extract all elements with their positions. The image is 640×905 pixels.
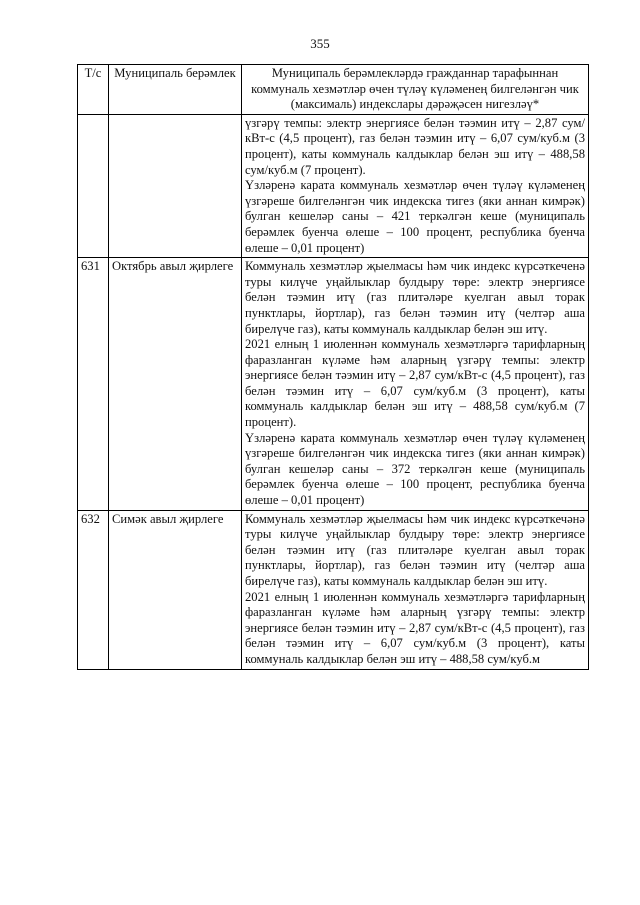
header-description: Муниципаль берәмлекләрдә гражданнар тарафыннан коммуналь хезмәтләр өчен түләү күләменең билгеләнгән чик (максималь) индекслары дәрәҗәсен нигезләү* bbox=[242, 65, 589, 115]
row-description bbox=[242, 510, 589, 669]
municipal-index-table bbox=[77, 64, 589, 670]
row-number: 631 bbox=[78, 258, 109, 511]
row-paragraph: Коммуналь хезмәтләр җыелмасы һәм чик индекс күрсәткечәнә туры килүче уңайлыклар булдыру төре: электр энергиясе белән тәэмин итү (газ плитәләре куелган авыл торак пунктлары, йортлар), газ белән тәэмин итү (челтәр аша бирелүче газ), каты коммуналь калдыклар белән эш итү. bbox=[245, 511, 585, 588]
row-description bbox=[242, 114, 589, 257]
row-municipality: Октябрь авыл җирлеге bbox=[109, 258, 242, 511]
table-header-row bbox=[78, 65, 589, 115]
row-paragraph: Коммуналь хезмәтләр җыелмасы һәм чик индекс күрсәткеченә туры килүче уңайлыклар булдыру төре: электр энергиясе белән тәэмин итү (газ плитәләре куелган авыл торак пунктлары, йортлар), газ белән тәэмин итү (челтәр аша бирелүче газ), каты коммуналь калдыклар белән эш итү. bbox=[245, 259, 585, 336]
row-number bbox=[78, 114, 109, 257]
row-paragraph: Үзләренә карата коммуналь хезмәтләр өчен түләү күләменең үзгәреше билгеләнгән чик индекска тигез (яки аннан кимрәк) булган кешеләр саны – 421 теркәлгән кеше (муниципаль берәмлек буенча өлеше – 100 процент, республика буенча өлеше – 0,01 процент) bbox=[245, 178, 585, 255]
table-row bbox=[78, 510, 589, 669]
table-row bbox=[78, 258, 589, 511]
row-description bbox=[242, 258, 589, 511]
row-paragraph: 2021 елның 1 июленнән коммуналь хезмәтләргә тарифларның фаразланган күләме һәм аларның үзгәрү темпы: электр энергиясе белән тәэмин итү – 2,87 сум/кВт-с (4,5 процент), газ белән тәэмин итү – 6,07 сум/куб.м (3 процент), каты коммуналь калдыклар белән эш итү – 488,58 сум/куб.м bbox=[245, 589, 585, 666]
page-number: 355 bbox=[310, 36, 330, 51]
row-paragraph: 2021 елның 1 июленнән коммуналь хезмәтләргә тарифларның фаразланган күләме һәм аларның үзгәрү темпы: электр энергиясе белән тәэмин итү – 2,87 сум/кВт-с (4,5 процент), газ белән тәэмин итү – 6,07 сум/куб.м (3 процент), каты коммуналь калдыклар белән эш итү – 488,58 сум/куб.м (7 процент). bbox=[245, 337, 585, 430]
row-paragraph: үзгәрү темпы: электр энергиясе белән тәэмин итү – 2,87 сум/кВт-с (4,5 процент), газ белән тәэмин итү – 6,07 сум/куб.м (3 процент), каты коммуналь калдыклар белән эш итү – 488,58 сум/куб.м (7 процент). bbox=[245, 115, 585, 177]
header-municipality: Муниципаль берәмлек bbox=[109, 65, 242, 115]
row-paragraph: Үзләренә карата коммуналь хезмәтләр өчен түләү күләменең үзгәреше билгеләнгән чик индекска тигез (яки аннан кимрәк) булган кешеләр саны – 372 теркәлгән кеше (муниципаль берәмлек буенча өлеше – 100 процент, республика буенча өлеше – 0,01 процент) bbox=[245, 430, 585, 508]
row-number: 632 bbox=[78, 510, 109, 669]
row-municipality: Симәк авыл җирлеге bbox=[109, 510, 242, 669]
table-row bbox=[78, 114, 589, 257]
row-municipality bbox=[109, 114, 242, 257]
header-number: Т/с bbox=[78, 65, 109, 115]
